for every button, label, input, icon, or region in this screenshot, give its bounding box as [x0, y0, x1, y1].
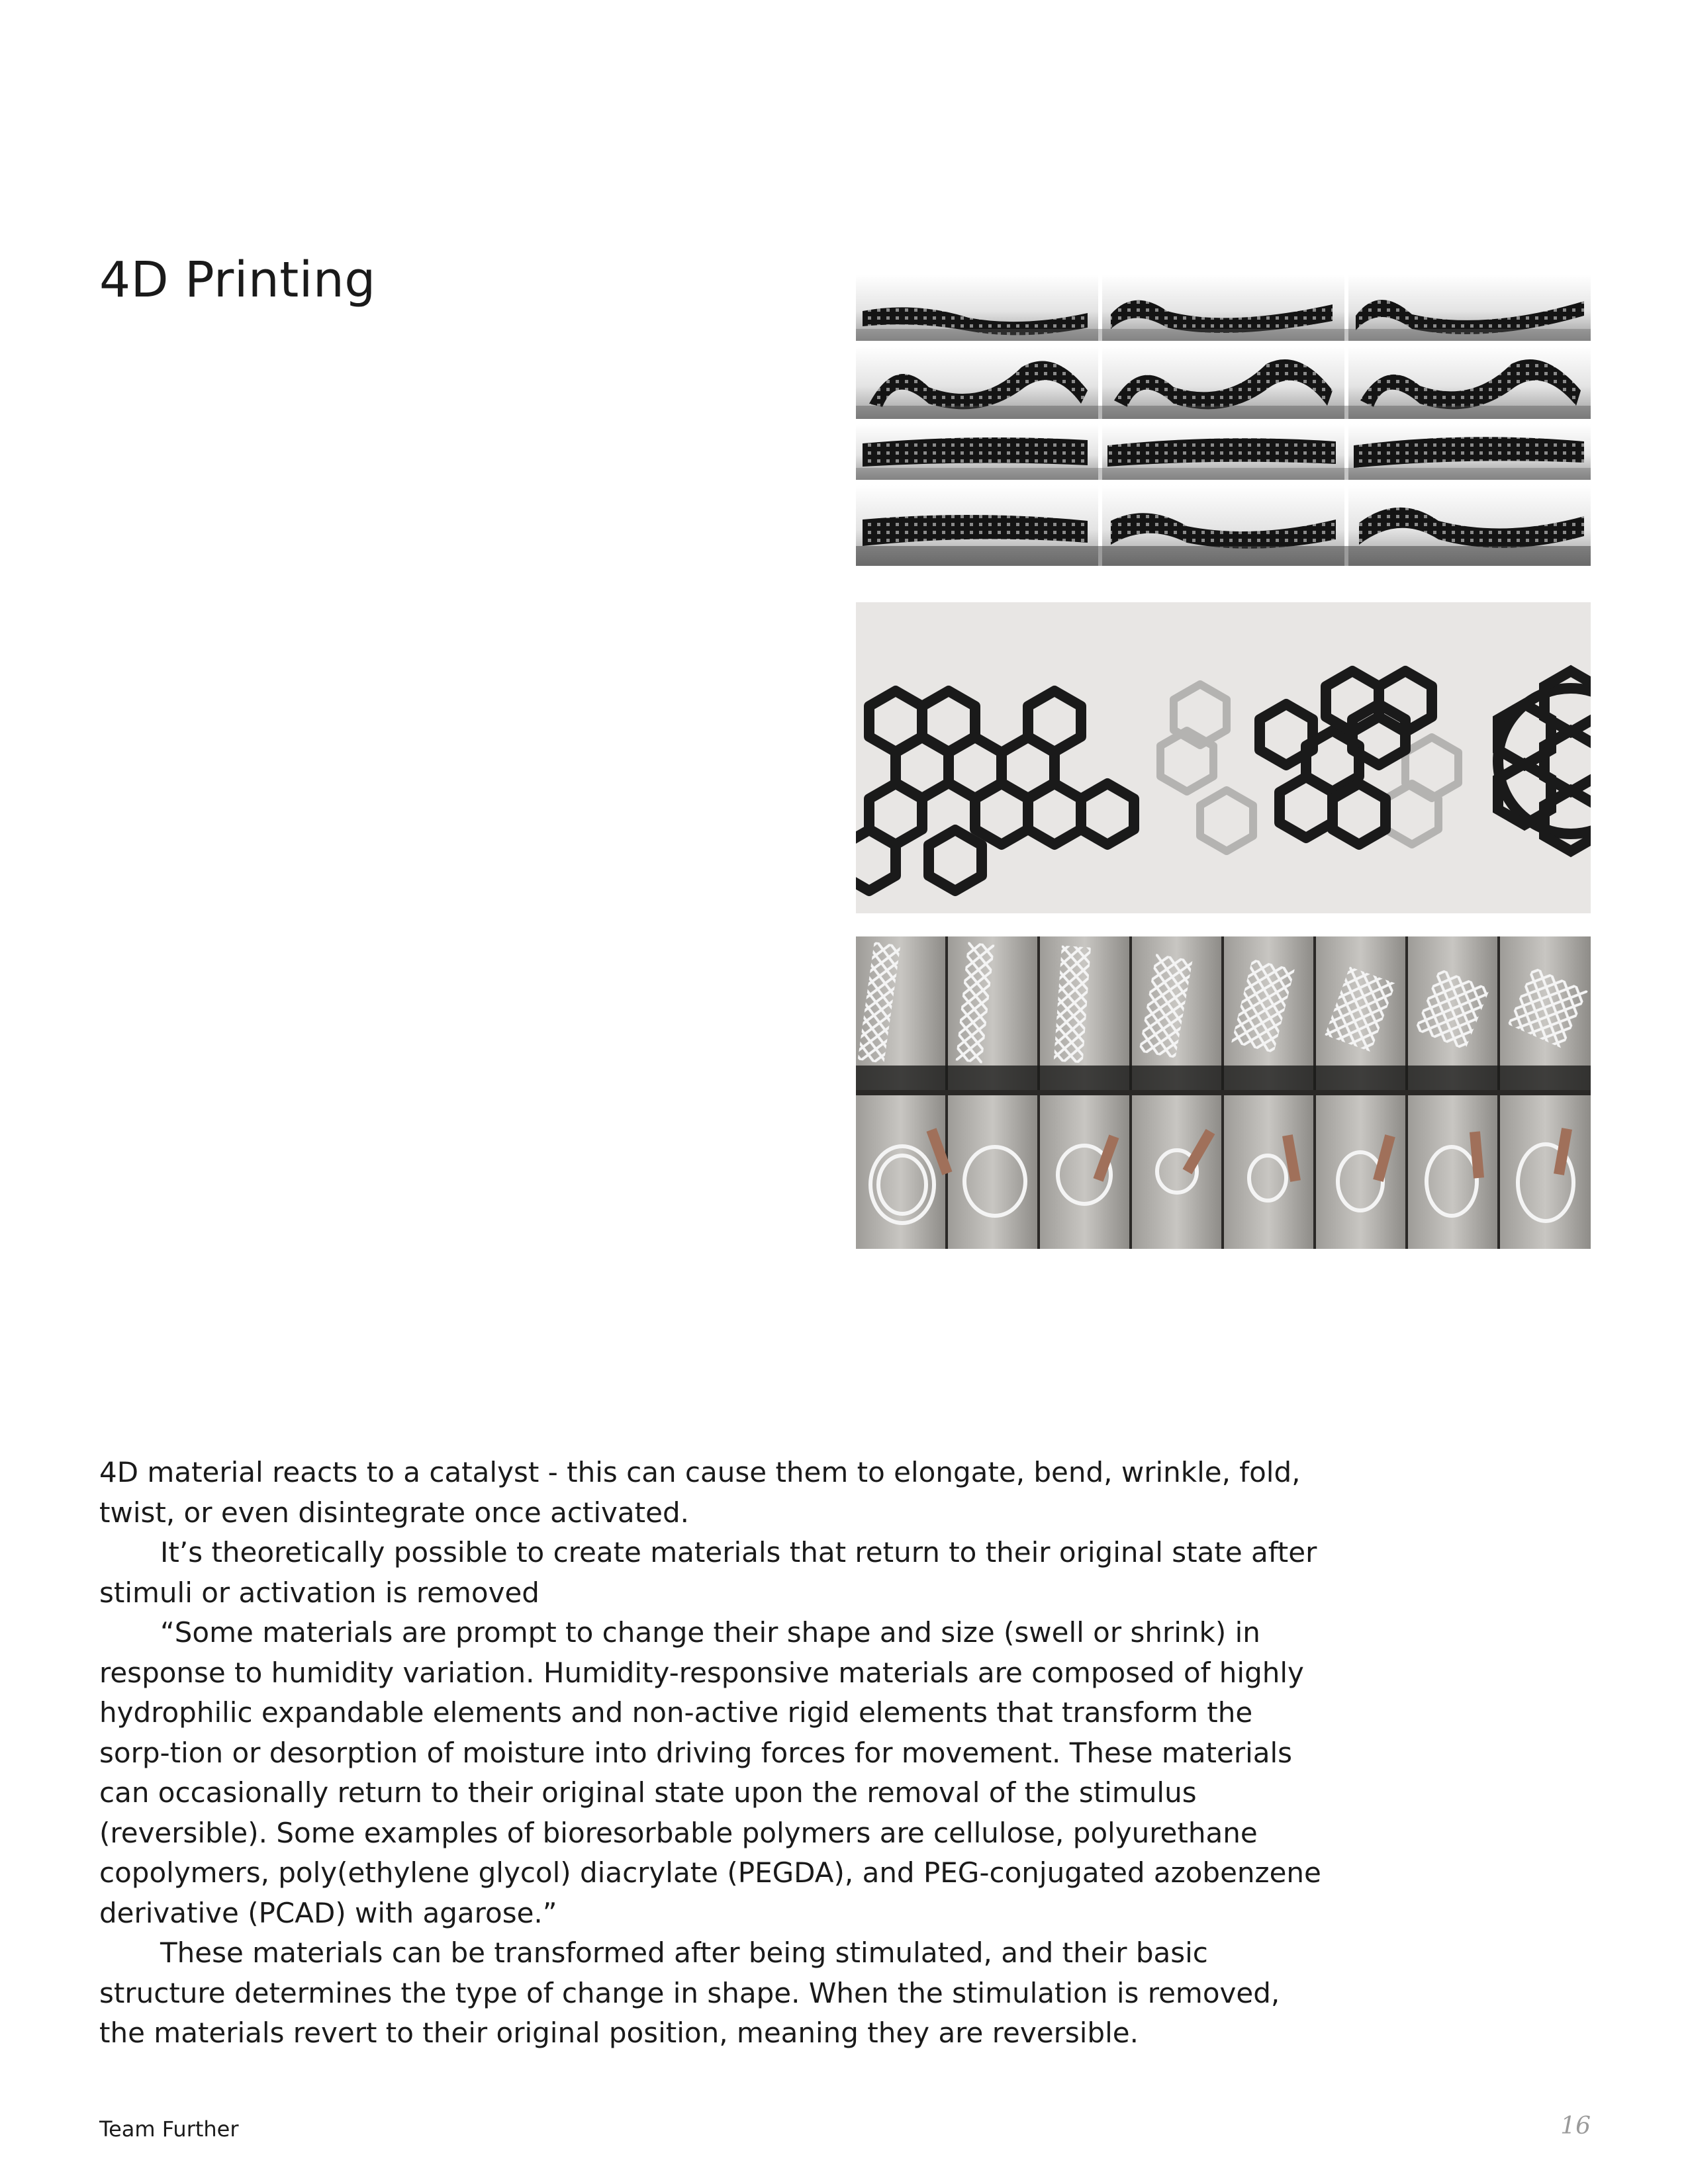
lattice-expansion-photo-grid	[856, 936, 1591, 1249]
paragraph-2: It’s theoretically possible to create materials that return to their original state after stimuli or activation is removed	[99, 1536, 1317, 1609]
body-text	[99, 1453, 1331, 2054]
hexagon-folding-photo	[856, 602, 1591, 913]
paragraph-3: “Some materials are prompt to change their shape and size (swell or shrink) in response to humidity variation. Humidity-responsive materials are composed of highly hydrophilic expandable elements and non-active rigid elements that transform the sorp-tion or desorption of moisture into driving forces for movement. These materials can occasionally return to their original state upon the removal of the stimulus (reversible). Some examples of bioresorbable polymers are cellulose, polyurethane copolymers, poly(ethylene glycol) diacrylate (PEGDA), and PEG-conjugated azobenzene derivative (PCAD) with agarose.”	[99, 1616, 1321, 1929]
paragraph-4: These materials can be transformed after being stimulated, and their basic structure determines the type of change in shape. When the stimulation is removed, the materials revert to their original position, meaning they are reversible.	[99, 1936, 1280, 2049]
hexagon-folding-image	[856, 602, 1591, 913]
lattice-expansion-image	[856, 936, 1591, 1249]
footer-team-name: Team Further	[99, 2116, 239, 2142]
page-title: 4D Printing	[99, 251, 376, 308]
bending-sheets-photo-grid	[856, 275, 1591, 566]
page-number: 16	[1560, 2113, 1591, 2140]
paragraph-1: 4D material reacts to a catalyst - this can cause them to elongate, bend, wrinkle, fold, twist, or even disintegrate once activated.	[99, 1456, 1301, 1529]
bending-sheets-image	[856, 275, 1591, 566]
